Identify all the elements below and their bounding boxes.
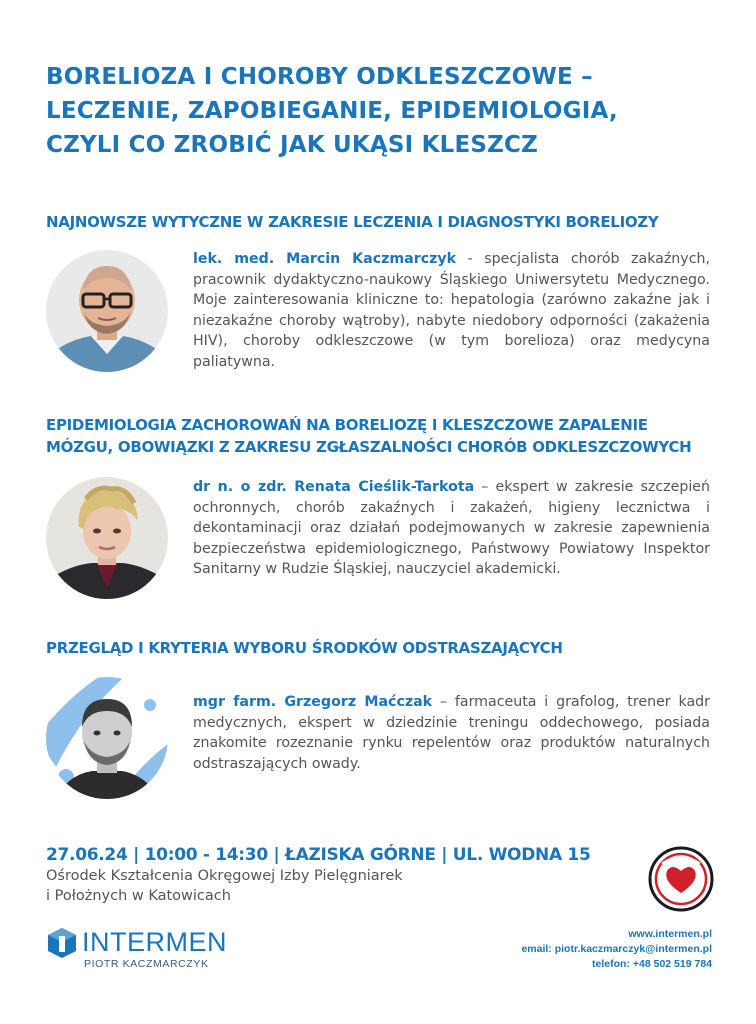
title-line-3: CZYLI CO ZROBIĆ JAK UKĄSI KLESZCZ	[46, 132, 538, 158]
intermen-logo-icon	[46, 927, 78, 963]
section-2-heading	[46, 414, 736, 458]
venue-line-1: Ośrodek Kształcenia Okręgowej Izby Pielęgniarek	[46, 868, 403, 884]
venue-line-2: i Położnych w Katowicach	[46, 888, 231, 904]
event-details: 27.06.24 | 10:00 - 14:30 | ŁAZISKA GÓRNE | UL. WODNA 15	[46, 845, 591, 865]
speaker-1-description: - specjalista chorób zakaźnych, pracownik dydaktyczno-naukowy Śląskiego Uniwersytetu Medycznego. Moje zainteresowania kliniczne to: hepatologia (zarówno zakaźne jak i niezakaźne choroby wątroby), nabyte niedobory odporności (zakażenia HIV), choroby odkleszczowe (w tym borelioza) oraz medycyna paliatywna.	[193, 251, 710, 370]
title-line-2: LECZENIE, ZAPOBIEGANIE, EPIDEMIOLOGIA,	[46, 98, 618, 124]
speaker-2-photo	[46, 477, 168, 599]
speaker-3-description: – farmaceuta i grafolog, trener kadr medycznych, ekspert w dziedzinie treningu oddechowego, posiada znakomite rozeznanie rynku repelentów oraz produktów naturalnych odstraszających owady.	[193, 694, 710, 772]
section-1-heading-line: NAJNOWSZE WYTYCZNE W ZAKRESIE LECZENIA I DIAGNOSTYKI BORELIOZY	[46, 213, 659, 231]
speaker-3-bio	[193, 692, 710, 774]
speaker-1-name: lek. med. Marcin Kaczmarczyk	[193, 251, 457, 267]
speaker-1-bio	[193, 249, 710, 372]
speaker-2-description: – ekspert w zakresie szczepień ochronnych, chorób zakaźnych i zakażeń, higieny lecznictwa i dekontaminacji oraz działań podejmowanych w zakresie zapewnienia bezpieczeństwa epidemiologicznego, Państwowy Powiatowy Inspektor Sanitarny w Rudzie Śląskiej, nauczyciel akademicki.	[193, 479, 710, 577]
heart-emblem-icon	[645, 843, 717, 919]
section-1-heading	[46, 211, 736, 233]
section-2-heading-line-1: EPIDEMIOLOGIA ZACHOROWAŃ NA BORELIOZĘ I KLESZCZOWE ZAPALENIE	[46, 416, 648, 434]
speaker-3-photo	[46, 677, 168, 799]
contact-website[interactable]: www.intermen.pl	[628, 928, 712, 940]
contact-email[interactable]: email: piotr.kaczmarczyk@intermen.pl	[521, 943, 712, 955]
logo-subtitle: PIOTR KACZMARCZYK	[84, 958, 209, 970]
page-title	[46, 60, 736, 162]
section-3-heading	[46, 637, 736, 659]
logo-name-part-2: MEN	[165, 927, 227, 957]
contact-info	[521, 927, 712, 972]
title-line-1: BORELIOZA I CHOROBY ODKLESZCZOWE –	[46, 64, 593, 90]
speaker-2-bio	[193, 477, 710, 580]
speaker-1-photo	[46, 250, 168, 372]
logo-name-part-1: INTER	[82, 927, 166, 957]
speaker-2-name: dr n. o zdr. Renata Cieślik-Tarkota	[193, 479, 475, 495]
section-3-heading-line: PRZEGLĄD I KRYTERIA WYBORU ŚRODKÓW ODSTRASZAJĄCYCH	[46, 639, 563, 657]
event-venue	[46, 866, 526, 906]
section-2-heading-line-2: MÓZGU, OBOWIĄZKI Z ZAKRESU ZGŁASZALNOŚCI CHORÓB ODKLESZCZOWYCH	[46, 438, 692, 456]
speaker-3-name: mgr farm. Grzegorz Maćczak	[193, 694, 433, 710]
intermen-logo-text	[82, 928, 227, 956]
contact-phone: telefon: +48 502 519 784	[592, 958, 712, 970]
